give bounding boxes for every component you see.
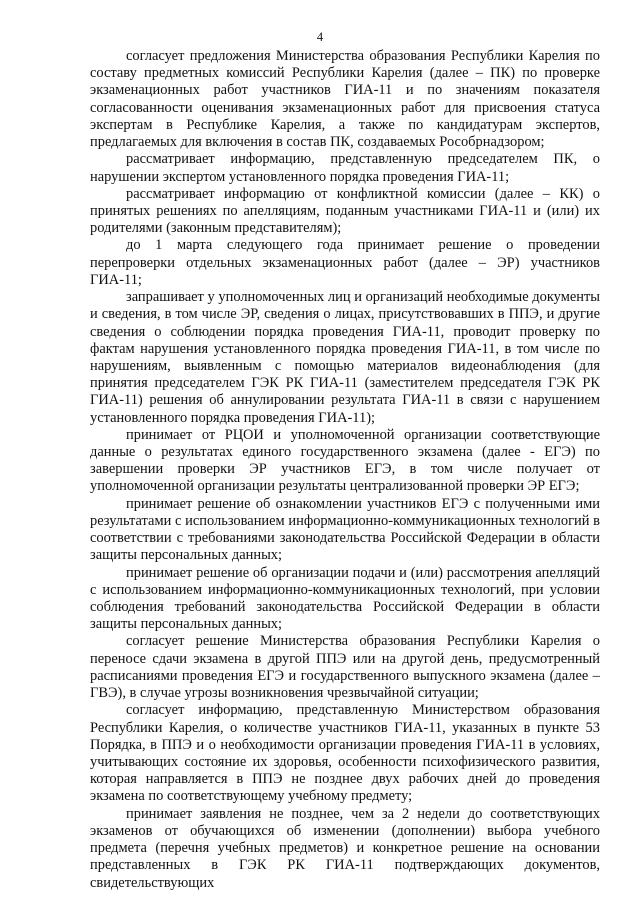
paragraph-2: рассматривает информацию, представленную председателем ПК, о нарушении экспертом установленного порядка проведения ГИА-11; [90,151,600,185]
paragraph-10: согласует информацию, представленную Министерством образования Республики Карелия, о количестве участников ГИА-11, указанных в пункте 53 Порядка, в ППЭ и о необходимости организации проведения ГИА-11 в условиях, учитывающих состояние их здоровья, особенности психофизического развития, которая направляется в ППЭ не позднее двух рабочих дней до проведения экзамена по соответствующему учебному предмету; [90,702,600,805]
document-body [90,48,600,892]
page-number: 4 [316,30,324,44]
paragraph-3: рассматривает информацию от конфликтной комиссии (далее – КК) о принятых решениях по апелляциям, поданным участниками ГИА-11 и (или) их родителями (законным представителям); [90,185,600,237]
paragraph-11: принимает заявления не позднее, чем за 2 недели до соответствующих экзаменов от обучающихся об изменении (дополнении) выбора учебного предмета (перечня учебных предметов) и конкретное решение на основании представленных в ГЭК РК ГИА-11 подтверждающих документов, свидетельствующих [90,805,600,891]
paragraph-8: принимает решение об организации подачи и (или) рассмотрения апелляций с использованием информационно-коммуникационных технологий, при условии соблюдения требований законодательства Российской Федерации в области защиты персональных данных; [90,564,600,633]
paragraph-6: принимает от РЦОИ и уполномоченной организации соответствующие данные о результатах единого государственного экзамена (далее - ЕГЭ) по завершении проверки ЭР участников ЕГЭ, в том числе получает от уполномоченной организации результаты централизованной проверки ЭР ЕГЭ; [90,426,600,495]
paragraph-1: согласует предложения Министерства образования Республики Карелия по составу предметных комиссий Республики Карелия (далее – ПК) по проверке экзаменационных работ участников ГИА-11 и по значениям показателя согласованности оценивания экзаменационных работ для присвоения статуса экспертам в Республике Карелия, а также по кандидатурам экспертов, предлагаемых для включения в состав ПК, создаваемых Рособрнадзором; [90,48,600,151]
paragraph-9: согласует решение Министерства образования Республики Карелия о переносе сдачи экзамена в другой ППЭ или на другой день, предусмотренный расписаниями проведения ЕГЭ и государственного выпускного экзамена (далее – ГВЭ), в случае угрозы возникновения чрезвычайной ситуации; [90,633,600,702]
paragraph-5: запрашивает у уполномоченных лиц и организаций необходимые документы и сведения, в том числе ЭР, сведения о лицах, присутствовавших в ППЭ, и другие сведения о соблюдении порядка проведения ГИА-11, проводит проверку по фактам нарушения установленного порядка проведения ГИА-11, в том числе по нарушениям, выявленным с помощью материалов видеонаблюдения (для принятия председателем ГЭК РК ГИА-11 (заместителем председателя ГЭК РК ГИА-11) решения об аннулировании результата ГИА-11 в связи с нарушением установленного порядка проведения ГИА-11); [90,289,600,426]
paragraph-7: принимает решение об ознакомлении участников ЕГЭ с полученными ими результатами с использованием информационно-коммуникационных технологий в соответствии с требованиями законодательства Российской Федерации в области защиты персональных данных; [90,495,600,564]
paragraph-4: до 1 марта следующего года принимает решение о проведении перепроверки отдельных экзаменационных работ (далее – ЭР) участников ГИА-11; [90,237,600,288]
